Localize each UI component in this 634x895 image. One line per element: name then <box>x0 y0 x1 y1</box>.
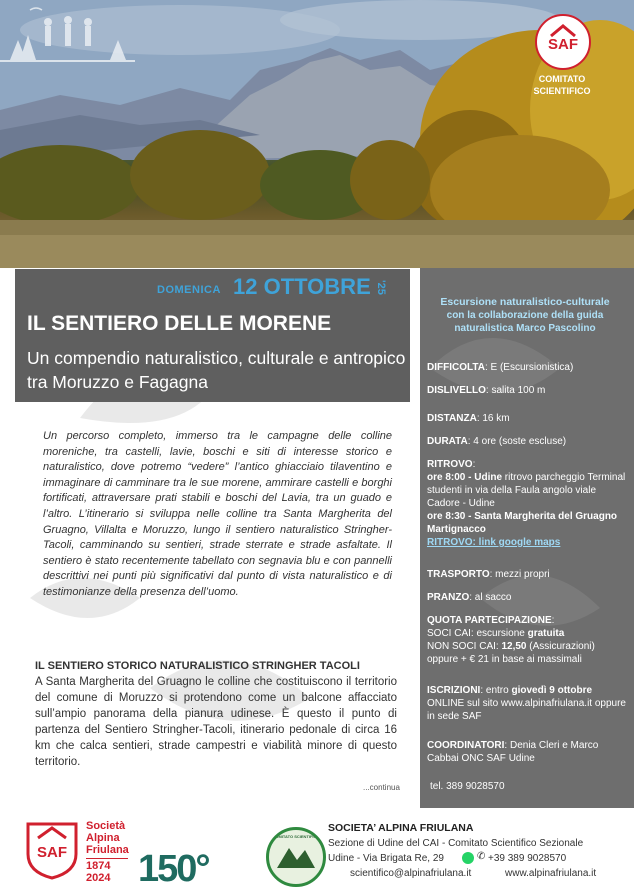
seal-text: COMITATO SCIENTIFICO <box>272 834 320 839</box>
coordinatori-label: COORDINATORI <box>427 740 505 751</box>
footer-org-email[interactable]: scientifico@alpinafriulana.it <box>350 868 472 879</box>
iscrizioni-bold: giovedì 9 ottobre <box>511 685 593 696</box>
durata-value: : 4 ore (soste escluse) <box>467 436 567 447</box>
quota-soci-bold: gratuita <box>527 628 565 639</box>
iscrizioni-value: : entro <box>480 685 512 696</box>
trasporto-value: : mezzi propri <box>489 569 550 580</box>
difficolta-value: : E (Escursionistica) <box>484 362 574 373</box>
footer-org-address: Udine - Via Brigata Re, 29 <box>328 853 444 864</box>
info-difficolta <box>427 361 627 374</box>
intro-paragraph: Un percorso completo, immerso tra le campagne delle colline moreniche, tra castelli, lavie, boschi e siti di interesse storico e naturalistico, dove potremo “vedere” l’antico ghiacciaio tilaventino e immaginare di camminare tra le sue morene, ammirare castelli e borghi fortificati, attraversare prati stabili e boschi del Lavia, tra un guado e l’altro. L’itinerario si sviluppa nelle colline tra Santa Margherita del Gruagno, Villalta e Moruzzo, lungo il sentiero naturalistico Stringher-Tacoli, camminando su sentieri, strade sterrate e strade asfaltate. Il sentiero è stato recentemente tabellato con segnavia blu e con pannelli descrittivi nei punti più significativi dal punto di vista naturalistico e di testimonianze della presenza dell’uomo. <box>43 430 392 598</box>
saf-year-2: 2024 <box>86 872 111 884</box>
footer-org-name: SOCIETA’ ALPINA FRIULANA <box>328 822 474 834</box>
info-durata <box>427 435 627 448</box>
saf-name-3: Friulana <box>86 844 129 856</box>
iscrizioni-label: ISCRIZIONI <box>427 685 481 696</box>
quota-soci: SOCI CAI: escursione <box>427 628 528 639</box>
quota-label: QUOTA PARTECIPAZIONE <box>427 615 552 626</box>
saf-divider <box>86 858 128 859</box>
quota-nonsoci: NON SOCI CAI: <box>427 641 502 652</box>
section-body: A Santa Margherita del Gruagno le colline che costituiscono il territorio del comune di Moruzzo si protendono come un balcone affacciato sull’ampio panorama della pianura udinese. È questo il punto di partenza del Sentiero Stringher-Tacoli, itinerario pedonale di circa 16 km che calca sentieri, strade campestri e viabilità minore di questo territorio. <box>35 676 397 768</box>
pranzo-value: : al sacco <box>469 592 512 603</box>
ritrovo-map-link[interactable]: RITROVO: link google maps <box>427 537 561 548</box>
info-ritrovo <box>427 458 627 549</box>
saf-name-2: Alpina <box>86 832 120 844</box>
trasporto-label: TRASPORTO <box>427 569 490 580</box>
info-distanza <box>427 412 627 425</box>
info-trasporto <box>427 568 627 581</box>
comitato-scientifico-seal <box>266 827 326 887</box>
footer-saf-name <box>86 820 129 856</box>
whatsapp-icon <box>462 852 474 864</box>
coordinatori-value: : Denia Cleri e Marco Cabbai ONC SAF Udine <box>427 740 599 764</box>
badge-line1: COMITATO <box>538 74 586 84</box>
ritrovo-value: : <box>472 459 476 470</box>
quota-nonsoci-bold: 12,50 <box>501 641 527 652</box>
phone-icon: ✆ <box>477 851 486 862</box>
footer-org-line1: Sezione di Udine del CAI - Comitato Scientifico Sezionale <box>328 838 584 849</box>
ritrovo-label: RITROVO <box>427 459 473 470</box>
sidebar-heading <box>425 296 625 335</box>
badge-line2: SCIENTIFICO <box>533 86 591 96</box>
quota-nonsoci-rest: (Assicurazioni) oppure + € 21 in base ai massimali <box>427 641 595 665</box>
footer-saf-badge-text: SAF <box>37 844 67 861</box>
info-coordinatori <box>427 739 627 765</box>
footer-saf-logo <box>24 818 80 880</box>
ritrovo2: ore 8:30 - Santa Margherita del Gruagno Martignacco <box>427 511 618 535</box>
section-title: IL SENTIERO STORICO NATURALISTICO STRINGHER TACOLI <box>35 660 360 672</box>
saf-comitato-badge <box>535 14 591 70</box>
info-quota <box>427 614 627 666</box>
info-iscrizioni <box>427 684 627 723</box>
info-tel: tel. 389 9028570 <box>430 781 505 792</box>
quota-value: : <box>551 615 555 626</box>
anniversary-logo: 150° <box>138 848 209 890</box>
event-date: 12 OTTOBRE <box>233 274 371 299</box>
footer-org-site[interactable]: www.alpinafriulana.it <box>505 868 597 879</box>
badge-name: SAF <box>548 36 578 53</box>
footer-org-phone: +39 389 9028570 <box>488 853 567 864</box>
sidebar-heading-title: Escursione naturalistico-culturale <box>440 296 610 308</box>
continua-link[interactable]: ...continua <box>363 783 400 792</box>
ritrovo1-text: ritrovo parcheggio Terminal studenti in via della Faula angolo viale Cadore - Udine <box>427 472 626 509</box>
sidebar-heading-sub: con la collaborazione della guida naturalistica Marco Pascolino <box>446 310 604 334</box>
dislivello-label: DISLIVELLO <box>427 385 486 396</box>
saf-year-1: 1874 <box>86 860 111 872</box>
distanza-label: DISTANZA <box>427 413 477 424</box>
page-subtitle: Un compendio naturalistico, culturale e antropico tra Moruzzo e Fagagna <box>27 348 406 392</box>
dislivello-value: : salita 100 m <box>485 385 546 396</box>
event-year: '25 <box>375 280 387 295</box>
info-pranzo <box>427 591 627 604</box>
page-title: IL SENTIERO DELLE MORENE <box>27 312 332 335</box>
pranzo-label: PRANZO <box>427 592 470 603</box>
iscrizioni-rest: ONLINE sul sito www.alpinafriulana.it oppure in sede SAF <box>427 698 626 722</box>
ritrovo1-time: ore 8:00 - Udine <box>427 472 503 483</box>
distanza-value: : 16 km <box>476 413 510 424</box>
info-dislivello <box>427 384 627 397</box>
day-label: DOMENICA <box>157 284 221 296</box>
saf-name-1: Società <box>86 820 126 832</box>
difficolta-label: DIFFICOLTA <box>427 362 485 373</box>
durata-label: DURATA <box>427 436 468 447</box>
footer-saf-years <box>86 860 110 884</box>
